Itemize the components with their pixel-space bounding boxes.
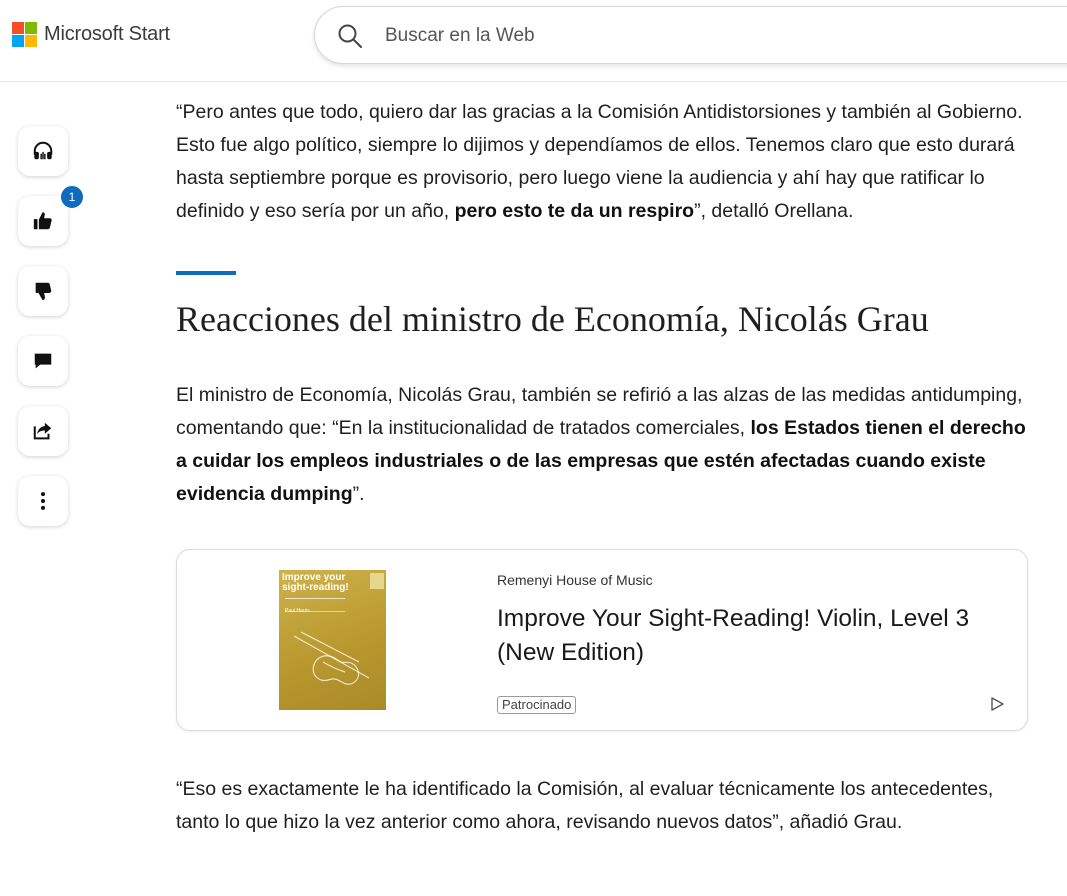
ad-source[interactable]: Remenyi House of Music [497,572,653,588]
comment-button[interactable] [18,336,68,386]
microsoft-logo-icon [12,22,37,47]
play-arrow-icon[interactable] [989,696,1005,712]
microsoft-start-logo[interactable] [12,22,170,47]
thumbs-down-icon [32,280,54,302]
listen-button[interactable] [18,126,68,176]
dislike-button[interactable] [18,266,68,316]
share-icon [32,420,54,442]
ad-image-title: Improve your sight-reading! [282,572,349,593]
ad-product-image[interactable] [279,570,386,710]
section-accent-bar [176,271,236,275]
article-paragraph: “Pero antes que todo, quiero dar las gracias a la Comisión Antidistorsiones y también al Gobierno. Esto fue algo político, siempre lo dijimos y dependíamos de ellos. Tenemos claro que esto durará hasta septiembre porque es provisorio, pero luego viene la audiencia y ahí hay que ratificar lo definido y eso sería por un año, pero esto te da un respiro”, detalló Orellana. [176,101,1023,222]
ad-title-link[interactable]: Improve Your Sight-Reading! Violin, Level 3 (New Edition) [497,605,970,666]
like-button[interactable] [18,190,76,246]
section-heading: Reacciones del ministro de Economía, Nicolás Grau [176,299,929,339]
share-button[interactable] [18,406,68,456]
violin-icon [289,618,379,708]
more-vertical-icon [32,490,54,512]
ad-image-strip [370,573,384,589]
headphones-icon [32,140,54,162]
like-count-badge: 1 [59,184,85,210]
ad-image-author: Paul Harris [285,598,345,612]
search-input[interactable] [385,23,985,49]
sponsored-label: Patrocinado [497,696,576,714]
bold-quote: pero esto te da un respiro [454,200,695,222]
sponsored-ad-card[interactable] [176,549,1028,731]
article-body [176,96,1036,839]
search-box[interactable] [314,6,1067,64]
article-paragraph: El ministro de Economía, Nicolás Grau, también se refirió a las alzas de las medidas antidumping, comentando que: “En la institucionalidad de tratados comerciales, los Estados tienen el derecho a cuidar los empleos industriales o de las empresas que estén afectadas cuando existe evidencia dumping”. [176,384,1026,505]
article-paragraph: “Eso es exactamente le ha identificado la Comisión, al evaluar técnicamente los antecedentes, tanto lo que hizo la vez anterior como ahora, revisando nuevos datos”, añadió Grau. [176,778,994,833]
comment-icon [32,350,54,372]
article-action-rail [18,126,76,546]
top-header [0,0,1067,82]
more-options-button[interactable] [18,476,68,526]
thumbs-up-icon [32,210,54,232]
brand-name: Microsoft Start [44,23,170,45]
search-icon[interactable] [337,23,363,49]
bold-quote: los Estados tienen el derecho a cuidar los empleos industriales o de las empresas que estén afectadas cuando existe evidencia dumping [176,417,1026,505]
